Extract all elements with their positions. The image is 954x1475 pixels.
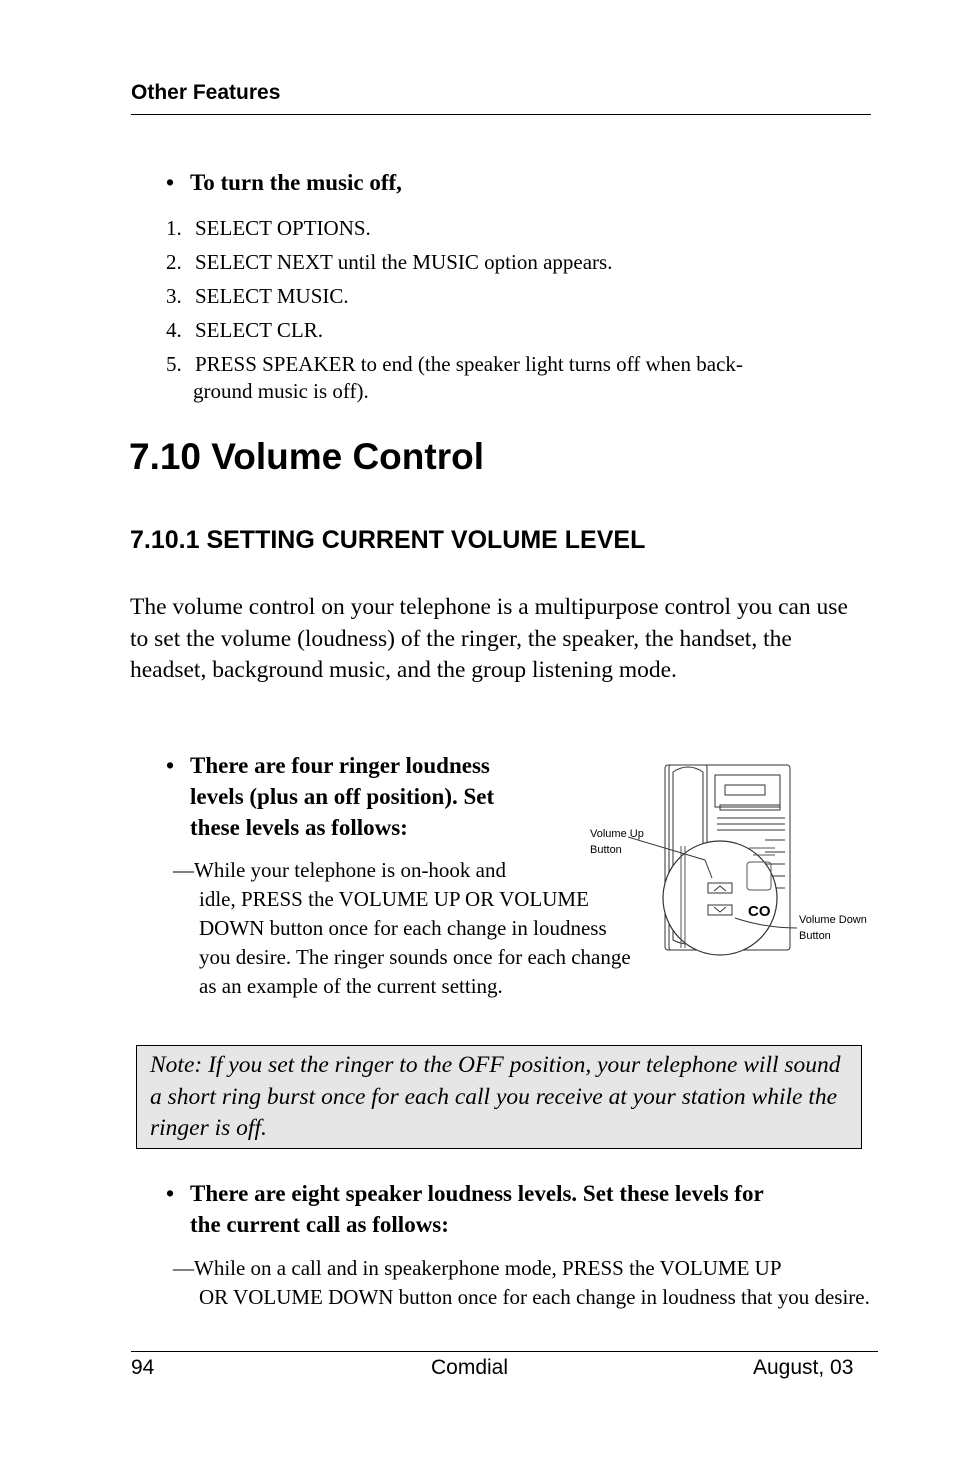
speaker-desc-line: —While on a call and in speakerphone mode, PRESS the VOLUME UP (173, 1256, 782, 1280)
footer-date: August, 03 (753, 1356, 854, 1379)
list-item (166, 313, 743, 347)
note-text: Note: If you set the ringer to the OFF position, your telephone will sound a short ring burst once for each call you receive at your station while the ringer is off. (150, 1052, 841, 1141)
step-number: 2. (166, 250, 182, 274)
speaker-heading (166, 1178, 866, 1240)
running-header: Other Features (131, 81, 281, 104)
volume-up-button[interactable] (708, 883, 732, 893)
subsection-title: 7.10.1 SETTING CURRENT VOLUME LEVEL (130, 526, 646, 554)
step-text: SELECT OPTIONS. (195, 216, 371, 240)
intro-paragraph: The volume control on your telephone is a multipurpose control you can use to set the volume (loudness) of the ringer, the speaker, the handset, the headset, background music, and the group listening mode. (130, 594, 848, 683)
music-off-title: To turn the music off, (190, 170, 402, 195)
music-off-heading (166, 167, 402, 198)
brand-logo-fragment: CO (748, 903, 771, 920)
footer-publisher: Comdial (431, 1356, 509, 1379)
list-item (166, 279, 743, 313)
step-number: 3. (166, 284, 182, 308)
step-text: SELECT MUSIC. (195, 284, 349, 308)
ringer-title-line: levels (plus an off position). Set (190, 784, 495, 809)
step-number: 4. (166, 318, 182, 342)
bullet-glyph: • (166, 1181, 175, 1206)
ringer-description (173, 856, 643, 1001)
list-item (166, 245, 743, 279)
volume-down-label-line: Button (799, 930, 831, 942)
bullet-glyph: • (166, 753, 175, 778)
music-off-steps (166, 211, 743, 406)
step-text: SELECT NEXT until the MUSIC option appears. (195, 250, 613, 274)
step-text: SELECT CLR. (195, 318, 323, 342)
header-rule (131, 114, 871, 115)
step-number: 1. (166, 216, 182, 240)
ringer-title-line: these levels as follows: (190, 815, 408, 840)
volume-down-label-line: Volume Down (799, 914, 867, 926)
note-box (136, 1045, 862, 1149)
speaker-desc-rest: OR VOLUME DOWN button once for each change in loudness that you desire. (199, 1285, 870, 1309)
volume-up-label-line: Button (590, 844, 622, 856)
footer-rule (131, 1351, 878, 1352)
ringer-heading (166, 750, 586, 843)
volume-down-label (799, 912, 867, 944)
volume-up-label (590, 826, 644, 858)
volume-up-label-line: Volume Up (590, 828, 644, 840)
list-item (166, 347, 743, 406)
list-item (166, 211, 743, 245)
bullet-glyph: • (166, 170, 175, 195)
section-title: 7.10 Volume Control (129, 436, 484, 477)
speaker-description (173, 1254, 873, 1312)
page-number: 94 (131, 1356, 155, 1379)
step-number: 5. (166, 352, 182, 376)
ringer-desc-rest: idle, PRESS the VOLUME UP OR VOLUME DOWN button once for each change in loudness you desire. The ringer sounds once for each change as an example of the current setting. (199, 887, 631, 998)
ringer-title-line: There are four ringer loudness (190, 753, 490, 778)
ringer-desc-line: —While your telephone is on-hook and (173, 858, 507, 882)
speaker-title-line: There are eight speaker loudness levels. Set these levels for (190, 1181, 764, 1206)
step-text: PRESS SPEAKER to end (the speaker light turns off when back- (195, 352, 743, 376)
volume-down-button[interactable] (708, 905, 732, 915)
speaker-title-line: the current call as follows: (190, 1212, 449, 1237)
magnifier-circle (663, 841, 777, 955)
step-text-continued: ground music is off). (193, 379, 369, 403)
